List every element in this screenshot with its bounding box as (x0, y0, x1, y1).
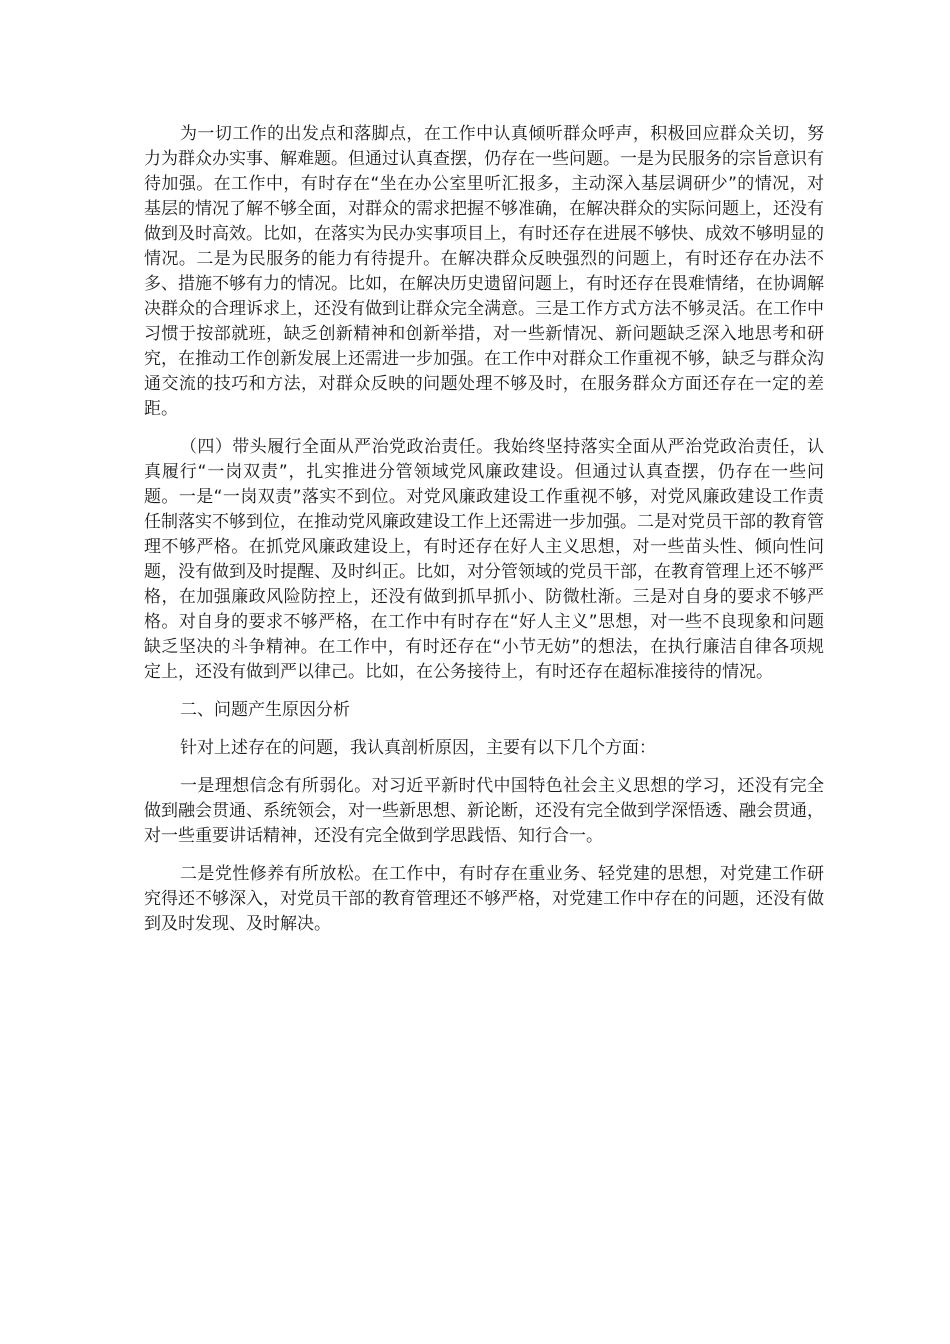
paragraph-4: 一是理想信念有所弱化。对习近平新时代中国特色社会主义思想的学习，还没有完全做到融会贯通、系统领会，对一些新思想、新论断，还没有完全做到学深悟透、融会贯通，对一些重要讲话精神，还没有完全做到学思践悟、知行合一。 (144, 776, 824, 846)
paragraph-5: 二是党性修养有所放松。在工作中，有时存在重业务、轻党建的思想，对党建工作研究得还不够深入，对党员干部的教育管理还不够严格，对党建工作中存在的问题，还没有做到及时发现、及时解决。 (144, 864, 824, 934)
section-heading: 二、问题产生原因分析 (180, 700, 350, 720)
document-body (144, 122, 824, 950)
paragraph-3: 针对上述存在的问题，我认真剖析原因，主要有以下几个方面： (180, 738, 656, 758)
paragraph-1: 为一切工作的出发点和落脚点，在工作中认真倾听群众呼声，积极回应群众关切，努力为群众办实事、解难题。但通过认真查摆，仍存在一些问题。一是为民服务的宗旨意识有待加强。在工作中，有时存在“坐在办公室里听汇报多，主动深入基层调研少”的情况，对基层的情况了解不够全面，对群众的需求把握不够准确，在解决群众的实际问题上，还没有做到及时高效。比如，在落实为民办实事项目上，有时还存在进展不够快、成效不够明显的情况。二是为民服务的能力有待提升。在解决群众反映强烈的问题上，有时还存在办法不多、措施不够有力的情况。比如，在解决历史遗留问题上，有时还存在畏难情绪，在协调解决群众的合理诉求上，还没有做到让群众完全满意。三是工作方式方法不够灵活。在工作中习惯于按部就班，缺乏创新精神和创新举措，对一些新情况、新问题缺乏深入地思考和研究，在推动工作创新发展上还需进一步加强。在工作中对群众工作重视不够，缺乏与群众沟通交流的技巧和方法，对群众反映的问题处理不够及时，在服务群众方面还存在一定的差距。 (144, 124, 824, 419)
paragraph-2: （四）带头履行全面从严治党政治责任。我始终坚持落实全面从严治党政治责任，认真履行“一岗双责”，扎实推进分管领域党风廉政建设。但通过认真查摆，仍存在一些问题。一是“一岗双责”落实不到位。对党风廉政建设工作重视不够，对党风廉政建设工作责任制落实不够到位，在推动党风廉政建设工作上还需进一步加强。二是对党员干部的教育管理不够严格。在抓党风廉政建设上，有时还存在好人主义思想，对一些苗头性、倾向性问题，没有做到及时提醒、及时纠正。比如，对分管领域的党员干部，在教育管理上还不够严格，在加强廉政风险防控上，还没有做到抓早抓小、防微杜渐。三是对自身的要求不够严格。对自身的要求不够严格，在工作中有时存在“好人主义”思想，对一些不良现象和问题缺乏坚决的斗争精神。在工作中，有时还存在“小节无妨”的想法，在执行廉洁自律各项规定上，还没有做到严以律己。比如，在公务接待上，有时还存在超标准接待的情况。 (144, 437, 824, 682)
